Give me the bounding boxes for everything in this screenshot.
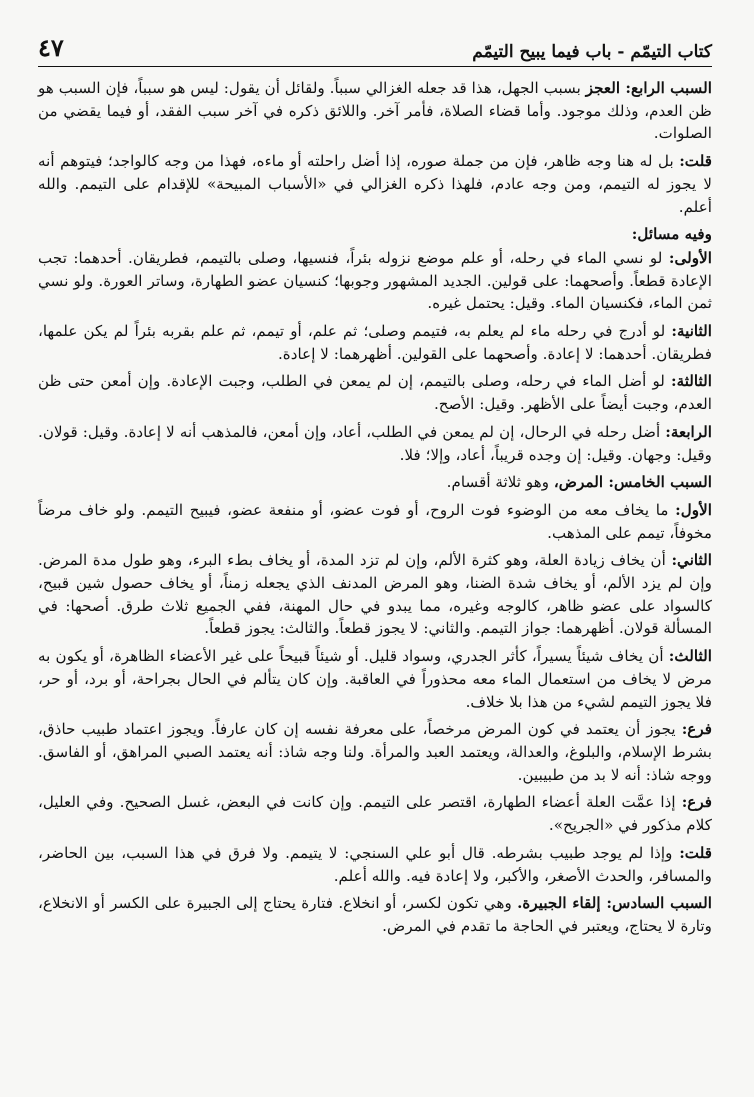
paragraph-text: وهو ثلاثة أقسام. (446, 473, 554, 492)
paragraph (38, 791, 712, 836)
paragraph-text: وإذا لم يوجد طبيب بشرطه. قال أبو علي السنجي: لا يتيمم. ولا فرق في هذا السبب، بين الحاضر، والمسافر، والحدث الأصغر، والأكبر، ولا إعادة فيه. والله أعلم. (38, 843, 712, 885)
page-number: ٤٧ (38, 33, 64, 62)
paragraph (38, 549, 712, 640)
paragraph-heading: الثاني: (671, 551, 712, 570)
paragraph (38, 77, 712, 145)
paragraph-heading: السبب الخامس: المرض، (553, 473, 712, 492)
paragraph-text: لو أدرج في رحله ماء لم يعلم به، فتيمم وصلى؛ ثم علم، أو تيمم، ثم علم بقربه بئراً لم يكن علمها، فطريقان. أحدهما: لا إعادة. وأصحهما على القولين. أظهرهما: لا إعادة. (38, 322, 712, 363)
paragraph-heading: السبب الرابع: العجز (585, 79, 713, 97)
paragraph-text: يجوز أن يعتمد في كون المرض مرخصاً، على معرفة نفسه إن كان عارفاً. ويجوز اعتماد طبيب حاذق، بشرط الإسلام، والبلوغ، والعدالة، ويعتمد العبد والمرأة. ولنا وجه شاذ: أنه يعتمد الصبي المراهق، أو الفاسق. ووجه شاذ: أنه لا بد من طبيبين. (38, 720, 712, 784)
paragraph-text: أن يخاف شيئاً يسيراً، كأثر الجدري، وسواد قليل. أو شيئاً قبيحاً على غير الأعضاء الظاهرة، أو يكون به مرض لا يخاف من استعمال الماء معه محذوراً في العاقبة. وإن كان يتألم في الحال بجراحة، أو برد، أو حر، فلا يجوز التيمم لشيء من هذا بلا خلاف. (38, 647, 712, 711)
paragraph (38, 320, 712, 365)
paragraph (38, 421, 712, 466)
paragraph-text: أن يخاف زيادة العلة، وهو كثرة الألم، وإن لم تزد المدة، أو يخاف بطء البرء، وهو طول مدة المرض. وإن لم يزد الألم، أو يخاف شدة الضنا، وهو المرض المدنف الذي يجعله زمناً، أو يخاف حصول شين قبيح، كالسواد على عضو ظاهر، كالوجه وغيره، مما يبدو في حال المهنة، ففي الجميع ثلاث طرق. أصحها: في المسألة قولان. أظهرهما: جواز التيمم. والثاني: لا يجوز قطعاً. والثالث: يجوز قطعاً. (38, 551, 712, 638)
paragraph (38, 223, 712, 246)
paragraph-heading: الأول: (675, 500, 712, 519)
paragraph-text: أضل رحله في الرحال، إن لم يمعن في الطلب، أعاد، وإن أمعن، فالمذهب أنه لا إعادة. وقيل: قولان. وقيل: وجهان. وقيل: إن وجده قريباً، أعاد، وإلا؛ فلا. (38, 422, 712, 464)
paragraph (38, 150, 712, 218)
paragraph-heading: الثالث: (668, 647, 712, 666)
paragraph-text: لو نسي الماء في رحله، أو علم موضع نزوله بئراً، فنسيها، وصلى بالتيمم، فطريقان. أحدهما: تجب الإعادة قطعاً. وأصحهما: على قولين. الجديد المشهور وجوبها؛ كنسيان عضو الطهارة، وساتر العورة. ولو نسي ثمن الماء، فكنسيان الماء. وقيل: يحتمل غيره. (38, 248, 712, 313)
paragraph-heading: قلت: (679, 152, 712, 171)
paragraph-heading: وفيه مسائل: (631, 225, 712, 244)
paragraph-heading: الرابعة: (665, 422, 712, 441)
paragraph-text: إذا عمَّت العلة أعضاء الطهارة، اقتصر على التيمم. وإن كانت في البعض، غسل الصحيح. وفي العليل، كلام مذكور في «الجريح». (38, 793, 712, 835)
page-body (38, 77, 712, 938)
paragraph-heading: الثالثة: (670, 372, 712, 391)
paragraph-heading: الثانية: (671, 322, 712, 341)
paragraph-text: بسبب الجهل، هذا قد جعله الغزالي سبباً. ولقائل أن يقول: ليس هو سبباً، فإن السبب هو ظن العدم، وذلك موجود. وأما قضاء الصلاة، فأمر آخر. واللائق ذكره في آخر سبب الفقد، أو فيما يقضي من الصلوات. (38, 79, 712, 143)
paragraph-heading: الأولى: (668, 248, 712, 267)
paragraph (38, 471, 712, 494)
paragraph-heading: قلت: (679, 843, 712, 862)
paragraph-heading: السبب السادس: إلقاء الجبيرة. (517, 894, 712, 913)
paragraph-text: وهي تكون لكسر، أو انخلاع. فتارة يحتاج إلى الجبيرة على الكسر أو الانخلاع، وتارة لا يحتاج، ويعتبر في الحاجة ما تقدم في المرض. (38, 894, 712, 935)
paragraph-text: ما يخاف معه من الوضوء فوت الروح، أو فوت عضو، أو منفعة عضو، فيبيح التيمم. ولو خاف مرضاً مخوفاً، تيمم على المذهب. (38, 500, 712, 542)
paragraph (38, 892, 712, 937)
running-title: كتاب التيمّم - باب فيما يبيح التيمّم (472, 42, 712, 62)
page-header (38, 28, 712, 67)
paragraph (38, 718, 712, 786)
paragraph (38, 247, 712, 315)
paragraph-heading: فرع: (681, 793, 712, 812)
paragraph-heading: فرع: (681, 720, 712, 739)
paragraph (38, 499, 712, 544)
paragraph (38, 370, 712, 415)
paragraph-text: لو أضل الماء في رحله، وصلى بالتيمم، إن لم يمعن في الطلب، وجبت الإعادة. وإن أمعن حتى ظن العدم، وجبت أيضاً على الأظهر. وقيل: الأصح. (38, 372, 712, 414)
paragraph (38, 645, 712, 713)
paragraph (38, 842, 712, 887)
paragraph-text: بل له هنا وجه ظاهر، فإن من جملة صوره، إذا أضل راحلته أو ماءه، فهذا من وجه كالواجد؛ فيتوهم أنه لا يجوز له التيمم، ومن وجه عادم، فلهذا ذكره الغزالي في «الأسباب المبيحة» للإقدام على التيمم. والله أعلم. (38, 152, 712, 216)
